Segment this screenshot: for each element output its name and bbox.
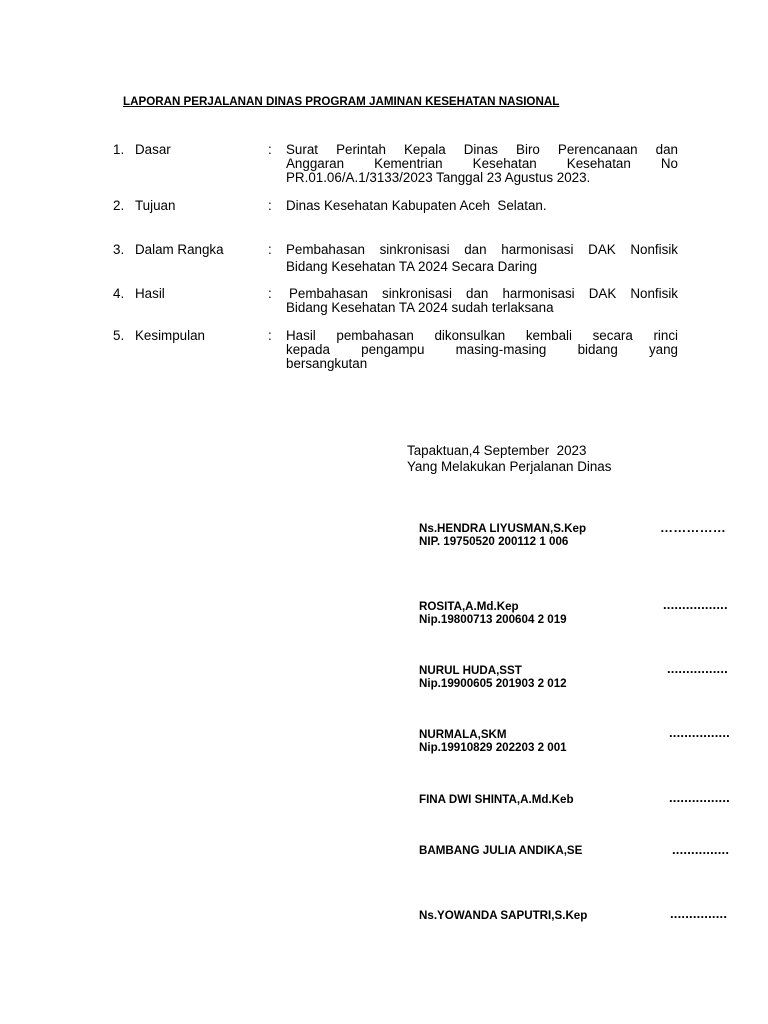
item-value-line: PR.01.06/A.1/3133/2023 Tanggal 23 Agustus 2023. [286,170,591,185]
item-label: Dasar [135,142,171,157]
signer-nip: NIP. 19750520 200112 1 006 [419,535,569,548]
item-number: 5. [113,328,125,343]
item-colon: : [268,242,272,257]
item-colon: : [268,286,272,301]
signer-name: FINA DWI SHINTA,A.Md.Keb [419,793,574,806]
item-label: Kesimpulan [135,328,205,343]
item-value-line: Anggaran Kementrian Kesehatan Kesehatan No [286,156,678,171]
item-value-line: Bidang Kesehatan TA 2024 Secara Daring [286,259,538,274]
document-title: LAPORAN PERJALANAN DINAS PROGRAM JAMINAN KESEHATAN NASIONAL [123,95,560,108]
item-value [286,199,678,213]
signature-placeholder: ................. [663,597,728,612]
item-value-line: bersangkutan [286,356,368,371]
signer-name: BAMBANG JULIA ANDIKA,SE [419,844,583,857]
signer-entry [419,728,567,754]
item-value-line: Pembahasan sinkronisasi dan harmonisasi DAK Nonfisik [289,286,678,301]
report-item-dalam-rangka [113,241,678,275]
signer-name: ROSITA,A.Md.Kep [419,600,519,613]
signature-placeholder: ................ [667,661,728,676]
item-colon: : [268,142,272,157]
item-number: 3. [113,242,125,257]
item-value-line: Hasil pembahasan dikonsulkan kembali secara rinci [286,328,678,343]
signer-name: NURUL HUDA,SST [419,664,522,677]
item-value-line: Dinas Kesehatan Kabupaten Aceh Selatan. [286,198,547,213]
signer-entry [419,844,582,857]
item-colon: : [268,198,272,213]
report-item-kesimpulan [113,329,678,371]
report-item-dasar [113,143,678,185]
signature-placeholder: ................ [669,790,730,805]
report-item-tujuan [113,199,678,213]
signature-placeholder: ............... [672,842,730,857]
item-number: 2. [113,198,125,213]
signer-nip: Nip.19800713 200604 2 019 [419,613,567,626]
signature-placeholder: …………… [660,520,726,535]
place-date: Tapaktuan,4 September 2023 [407,443,587,458]
item-value [286,143,678,185]
item-value [286,287,678,315]
signature-placeholder: ............... [670,906,728,921]
signer-name: NURMALA,SKM [419,728,507,741]
signer-entry [419,909,587,922]
signer-nip: Nip.19900605 201903 2 012 [419,677,567,690]
item-label: Tujuan [135,198,176,213]
item-value-line: Pembahasan sinkronisasi dan harmonisasi DAK Nonfisik [286,242,678,257]
signer-entry [419,600,567,626]
item-label: Dalam Rangka [135,242,224,257]
signature-placeholder: ................ [669,725,730,740]
item-number: 4. [113,286,125,301]
item-value-line: Bidang Kesehatan TA 2024 sudah terlaksana [286,300,554,315]
item-colon: : [268,328,272,343]
signer-nip: Nip.19910829 202203 2 001 [419,741,567,754]
signer-name: Ns.YOWANDA SAPUTRI,S.Kep [419,909,588,922]
signer-entry [419,664,567,690]
report-item-hasil [113,287,678,315]
signer-entry [419,793,574,806]
item-value [286,329,678,371]
signer-name: Ns.HENDRA LIYUSMAN,S.Kep [419,522,587,535]
item-value [286,241,678,275]
item-label: Hasil [135,286,165,301]
item-value-line: kepada pengampu masing-masing bidang yang [286,342,678,357]
signer-title: Yang Melakukan Perjalanan Dinas [407,459,612,474]
signer-entry [419,522,586,548]
item-value-line: Surat Perintah Kepala Dinas Biro Perencanaan dan [286,142,678,157]
item-number: 1. [113,142,125,157]
